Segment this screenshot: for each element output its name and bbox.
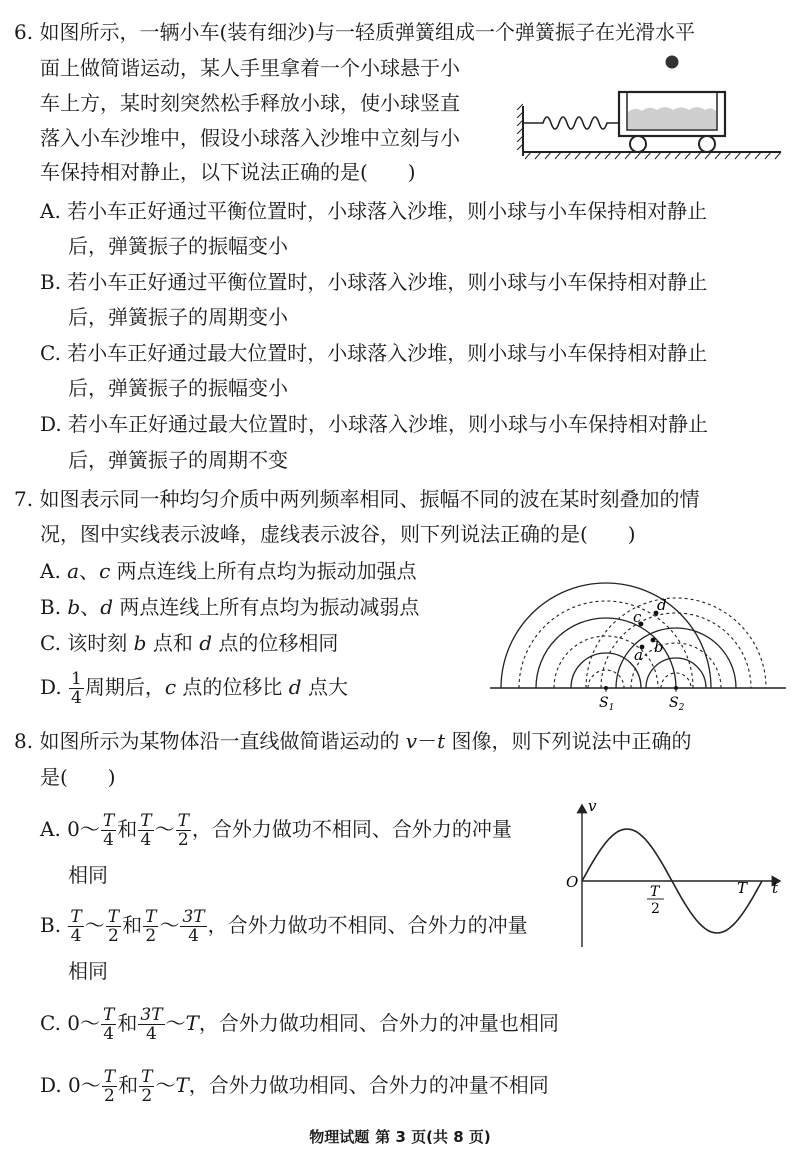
label-v: v — [588, 797, 597, 815]
q6-option-d-line1: D. 若小车正好通过最大位置时，小球落入沙堆，则小球与小车保持相对静止 — [40, 412, 709, 436]
wheel-right — [699, 136, 715, 152]
label-s1: $S_1$ — [599, 695, 615, 710]
q6-option-a-line1: A. 若小车正好通过平衡位置时，小球落入沙堆，则小球与小车保持相对静止 — [40, 199, 708, 223]
q6-stem-line3: 车上方，某时刻突然松手释放小球，使小球竖直 — [40, 91, 460, 115]
q8-stem-line1: 8. 如图所示为某物体沿一直线做简谐运动的 v－t 图像，则下列说法中正确的 — [14, 729, 692, 753]
spring — [523, 117, 619, 129]
label-t: t — [772, 879, 779, 897]
q7-stem-line2: 况，图中实线表示波峰，虚线表示波谷，则下列说法正确的是( ) — [40, 522, 636, 546]
q7-option-c: C. 该时刻 b 点和 d 点的位移相同 — [40, 631, 339, 655]
label-T: T — [737, 879, 748, 897]
label-origin: O — [566, 873, 579, 891]
wave-interference-figure — [488, 560, 788, 710]
q8-option-d: D. 0～ $\frac{T}{2}$ 和 $\frac{T}{2}$ ～T，合外力做功相同、合外力的冲量不相同 — [40, 1067, 549, 1106]
label-s2: $S_2$ — [669, 695, 685, 710]
spring-cart-figure — [515, 48, 785, 168]
label-a: a — [634, 646, 643, 664]
q6-stem-line2: 面上做简谐运动，某人手里拿着一个小球悬于小 — [40, 56, 460, 80]
page-footer: 物理试题 第 3 页(共 8 页) — [309, 1128, 491, 1146]
label-half-num: T — [650, 884, 660, 900]
vt-graph-figure — [560, 795, 790, 955]
q8-option-b: B. $\frac{T}{4}$ ～ $\frac{T}{2}$ 和 $\frac{T}{2}$ ～ $\frac{3T}{4}$ ，合外力做功不相同、合外力的冲量 — [40, 907, 528, 946]
q8-option-a: A. 0～ $\frac{T}{4}$ 和 $\frac{T}{4}$ ～ $\frac{T}{2}$ ，合外力做功不相同、合外力的冲量 — [40, 811, 512, 850]
fraction-one-quarter: $\frac{1}{4}$ — [71, 669, 82, 708]
q8-option-b-cont: 相同 — [68, 959, 108, 983]
label-d: d — [657, 596, 667, 614]
label-c: c — [633, 608, 642, 626]
q7-stem-line1: 7. 如图表示同一种均匀介质中两列频率相同、振幅不同的波在某时刻叠加的情 — [14, 487, 700, 511]
falling-ball — [666, 56, 679, 69]
wheel-left — [630, 136, 646, 152]
label-half-den: 2 — [651, 901, 660, 917]
q6-option-b-line1: B. 若小车正好通过平衡位置时，小球落入沙堆，则小球与小车保持相对静止 — [40, 270, 708, 294]
q8-option-a-cont: 相同 — [68, 863, 108, 887]
q6-stem-line1: 6. 如图所示，一辆小车(装有细沙)与一轻质弹簧组成一个弹簧振子在光滑水平 — [14, 20, 696, 44]
q6-option-c-line1: C. 若小车正好通过最大位置时，小球落入沙堆，则小球与小车保持相对静止 — [40, 341, 708, 365]
q8-option-c: C. 0～ $\frac{T}{4}$ 和 $\frac{3T}{4}$ ～T，合外力做功相同、合外力的冲量也相同 — [40, 1005, 559, 1044]
q7-option-b: B. b、d 两点连线上所有点均为振动减弱点 — [40, 595, 420, 619]
q6-stem-line4: 落入小车沙堆中，假设小球落入沙堆中立刻与小 — [40, 126, 460, 150]
q6-stem-line5: 车保持相对静止，以下说法正确的是( ) — [40, 160, 416, 184]
q7-option-a: A. a、c 两点连线上所有点均为振动加强点 — [40, 559, 417, 583]
q6-option-c-line2: 后，弹簧振子的振幅变小 — [68, 376, 288, 400]
q6-option-b-line2: 后，弹簧振子的周期变小 — [68, 305, 288, 329]
q6-option-d-line2: 后，弹簧振子的周期不变 — [68, 448, 288, 472]
sand — [628, 107, 716, 129]
label-b: b — [654, 638, 664, 656]
q6-option-a-line2: 后，弹簧振子的振幅变小 — [68, 234, 288, 258]
q7-option-d: D. $\frac{1}{4}$ 周期后，c 点的位移比 d 点大 — [40, 669, 348, 708]
q8-stem-line2: 是( ) — [40, 765, 116, 789]
